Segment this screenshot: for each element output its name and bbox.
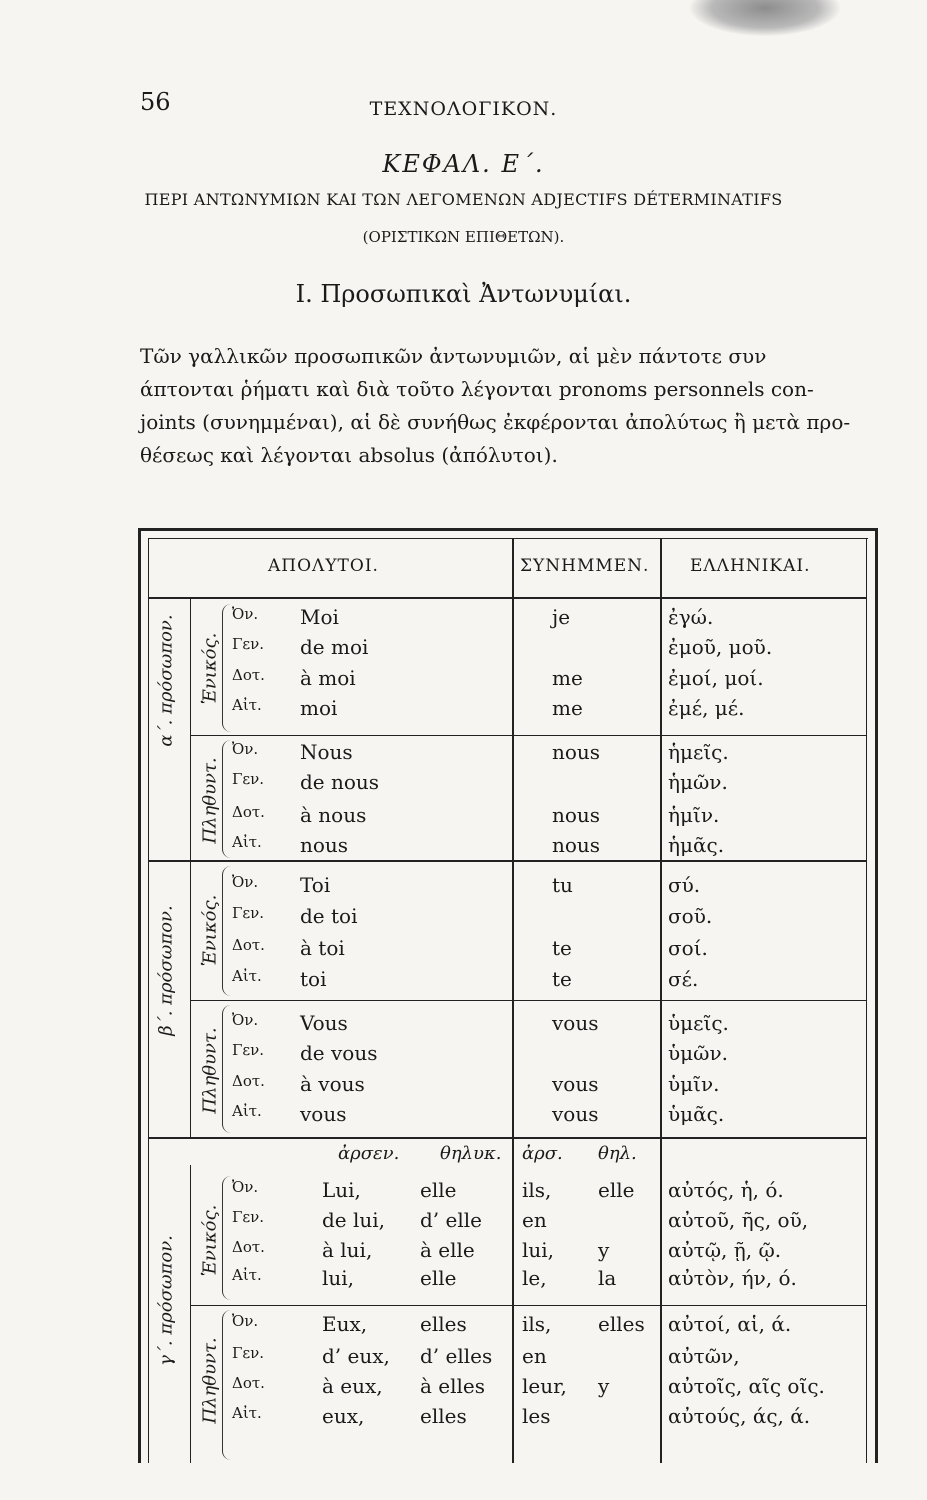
- absolute-form: de moi: [300, 635, 369, 659]
- section-title: ΠΕΡΙ ΑΝΤΩΝΥΜΙΩΝ ΚΑΙ ΤΩΝ ΛΕΓΟΜΕΝΩΝ ADJECTIFS DÉTERMINATIFS: [144, 190, 783, 209]
- conjoint-form: le,: [522, 1266, 547, 1290]
- conjoint-form: je: [552, 605, 571, 629]
- case-label: Αἰτ.: [232, 1404, 262, 1422]
- table-border-top-inner: [148, 538, 868, 539]
- conjoint-form-fem: la: [598, 1266, 617, 1290]
- number-label-plur: Πληθυντ.: [199, 1337, 221, 1424]
- paragraph-line: θέσεως καὶ λέγονται absolus (ἀπόλυτοι).: [140, 443, 558, 467]
- conjoint-form: tu: [552, 873, 573, 897]
- label-divider: [190, 1165, 191, 1463]
- conjoint-form: leur,: [522, 1374, 567, 1398]
- conjoint-form: ils,: [522, 1312, 552, 1336]
- paragraph-line: Τῶν γαλλικῶν προσωπικῶν ἀντωνυμιῶν, αἱ μὲν πάντοτε συν: [140, 344, 767, 368]
- brace: [222, 604, 231, 732]
- case-label: Γεν.: [232, 1041, 265, 1059]
- person-label-second: β΄. πρόσωπον.: [155, 905, 177, 1036]
- number-label-sing: Ἑνικός.: [199, 894, 221, 967]
- absolute-form: à eux,: [322, 1374, 383, 1398]
- greek-form: αὐτῷ, ῇ, ῷ.: [668, 1238, 782, 1262]
- group-rule: [190, 1305, 866, 1306]
- number-label-sing: Ἑνικός.: [199, 1204, 221, 1277]
- greek-form: ὑμεῖς.: [668, 1011, 729, 1035]
- person-label-first: α΄. πρόσωπον.: [155, 614, 177, 747]
- greek-form: σοί.: [668, 936, 708, 960]
- greek-form: ἐγώ.: [668, 605, 714, 629]
- absolute-form: nous: [300, 833, 349, 857]
- conjoint-form: vous: [552, 1011, 599, 1035]
- case-label: Δοτ.: [232, 1072, 265, 1090]
- chapter-title: ΚΕΦΑΛ. Ε΄.: [382, 150, 545, 178]
- absolute-form: Toi: [300, 873, 331, 897]
- greek-form: σοῦ.: [668, 904, 713, 928]
- conjoint-form: me: [552, 696, 583, 720]
- conjoint-form: nous: [552, 740, 601, 764]
- absolute-form: lui,: [322, 1266, 355, 1290]
- group-rule: [148, 1137, 866, 1139]
- absolute-form: Eux,: [322, 1312, 368, 1336]
- absolute-form: Moi: [300, 605, 339, 629]
- greek-form: ἐμοῦ, μοῦ.: [668, 635, 773, 659]
- case-label: Ὀν.: [232, 605, 259, 623]
- conjoint-form-fem: elle: [598, 1178, 635, 1202]
- case-label: Γεν.: [232, 770, 265, 788]
- case-label: Ὀν.: [232, 1011, 259, 1029]
- absolute-form: Lui,: [322, 1178, 361, 1202]
- greek-form: ὑμῖν.: [668, 1072, 720, 1096]
- case-label: Αἰτ.: [232, 1266, 262, 1284]
- conjoint-form: en: [522, 1344, 547, 1368]
- greek-form: αὐτοῦ, ῆς, οῦ,: [668, 1208, 809, 1232]
- brace: [222, 1310, 231, 1460]
- greek-form: αὐτοί, αἱ, ά.: [668, 1312, 792, 1336]
- greek-form: αὐτῶν,: [668, 1344, 740, 1368]
- page-number: 56: [140, 88, 171, 116]
- absolute-form-fem: d’ elles: [420, 1344, 493, 1368]
- label-divider: [190, 597, 191, 1137]
- brace: [222, 1005, 231, 1133]
- greek-form: σύ.: [668, 873, 701, 897]
- absolute-form-fem: elle: [420, 1178, 457, 1202]
- number-label-plur: Πληθυντ.: [199, 1027, 221, 1114]
- absolute-form-fem: à elles: [420, 1374, 486, 1398]
- table-border-top: [138, 528, 878, 531]
- absolute-form: de toi: [300, 904, 358, 928]
- case-label: Ὀν.: [232, 1312, 259, 1330]
- absolute-form: de vous: [300, 1041, 378, 1065]
- paragraph-line: joints (συνημμέναι), αἱ δὲ συνήθως ἐκφέρονται ἀπολύτως ἢ μετὰ προ-: [140, 410, 851, 434]
- absolute-form-fem: d’ elle: [420, 1208, 482, 1232]
- greek-form: ὑμῶν.: [668, 1041, 728, 1065]
- brace: [222, 1176, 231, 1300]
- conjoint-form-fem: elles: [598, 1312, 645, 1336]
- conjoint-form: nous: [552, 803, 601, 827]
- greek-form: ἡμῶν.: [668, 770, 728, 794]
- subheading: Ι. Προσωπικαὶ Ἀντωνυμίαι.: [295, 280, 632, 308]
- greek-form: ἐμέ, μέ.: [668, 696, 745, 720]
- greek-form: ὑμᾶς.: [668, 1102, 725, 1126]
- absolute-form-fem: à elle: [420, 1238, 475, 1262]
- group-rule: [190, 735, 866, 736]
- number-label-plur: Πληθυντ.: [199, 757, 221, 844]
- absolute-form-fem: elles: [420, 1404, 467, 1428]
- paragraph-line: άπτονται ῥήματι καὶ διὰ τοῦτο λέγονται pronoms personnels con-: [140, 377, 814, 401]
- conjoint-form-fem: y: [598, 1374, 610, 1398]
- absolute-form: à toi: [300, 936, 345, 960]
- conjoint-form: te: [552, 967, 572, 991]
- conjoint-form: te: [552, 936, 572, 960]
- brace: [222, 740, 231, 858]
- conjoint-form: ils,: [522, 1178, 552, 1202]
- case-label: Δοτ.: [232, 1238, 265, 1256]
- conjoint-form: en: [522, 1208, 547, 1232]
- table-border-right: [875, 528, 878, 1463]
- case-label: Γεν.: [232, 904, 265, 922]
- absolute-form: eux,: [322, 1404, 365, 1428]
- conjoint-form: les: [522, 1404, 551, 1428]
- case-label: Ὀν.: [232, 1178, 259, 1196]
- absolute-form: de nous: [300, 770, 380, 794]
- case-label: Ὀν.: [232, 740, 259, 758]
- number-label-sing: Ἑνικός.: [199, 632, 221, 705]
- absolute-form: d’ eux,: [322, 1344, 390, 1368]
- absolute-form: moi: [300, 696, 338, 720]
- greek-form: αὐτὸν, ήν, ό.: [668, 1266, 797, 1290]
- absolute-form-fem: elle: [420, 1266, 457, 1290]
- absolute-form-fem: elles: [420, 1312, 467, 1336]
- conjoint-form: lui,: [522, 1238, 555, 1262]
- greek-form: ἐμοί, μοί.: [668, 666, 764, 690]
- absolute-form: Nous: [300, 740, 353, 764]
- section-title-sub: (ΟΡΙΣΤΙΚΩΝ ΕΠΙΘΕΤΩΝ).: [362, 228, 565, 246]
- greek-form: αὐτοῖς, αῖς οῖς.: [668, 1374, 825, 1398]
- gender-fem-fr: θηλυκ.: [440, 1143, 502, 1164]
- header-rule: [148, 597, 866, 599]
- gender-masc-conj: ἀρσ.: [522, 1143, 563, 1164]
- case-label: Αἰτ.: [232, 1102, 262, 1120]
- case-label: Αἰτ.: [232, 967, 262, 985]
- case-label: Ὀν.: [232, 873, 259, 891]
- gender-fem-conj: θηλ.: [598, 1143, 637, 1164]
- table-border-right-inner: [866, 538, 867, 1463]
- absolute-form: vous: [300, 1102, 347, 1126]
- case-label: Γεν.: [232, 1344, 265, 1362]
- case-label: Δοτ.: [232, 803, 265, 821]
- running-head: ΤΕΧΝΟΛΟΓΙΚΟΝ.: [369, 98, 558, 120]
- case-label: Γεν.: [232, 635, 265, 653]
- case-label: Δοτ.: [232, 1374, 265, 1392]
- conjoint-form: nous: [552, 833, 601, 857]
- case-label: Δοτ.: [232, 666, 265, 684]
- conjoint-form: me: [552, 666, 583, 690]
- header-greek: ΕΛΛΗΝΙΚΑΙ.: [690, 556, 811, 576]
- header-conjoint: ΣΥΝΗΜΜΕΝ.: [520, 556, 650, 576]
- absolute-form: toi: [300, 967, 327, 991]
- case-label: Δοτ.: [232, 936, 265, 954]
- greek-form: αὐτούς, άς, ά.: [668, 1404, 811, 1428]
- absolute-form: à moi: [300, 666, 356, 690]
- conjoint-form-fem: y: [598, 1238, 610, 1262]
- person-label-third: γ΄. πρόσωπον.: [155, 1235, 177, 1366]
- group-rule: [148, 860, 866, 862]
- absolute-form: de lui,: [322, 1208, 386, 1232]
- greek-form: ἡμεῖς.: [668, 740, 729, 764]
- greek-form: αὐτός, ἡ, ό.: [668, 1178, 784, 1202]
- greek-form: ἡμῖν.: [668, 803, 720, 827]
- greek-form: ἡμᾶς.: [668, 833, 725, 857]
- absolute-form: Vous: [300, 1011, 348, 1035]
- absolute-form: à nous: [300, 803, 367, 827]
- brace: [222, 866, 231, 996]
- case-label: Αἰτ.: [232, 696, 262, 714]
- group-rule: [190, 1000, 866, 1001]
- table-border-left-inner: [148, 538, 149, 1463]
- greek-form: σέ.: [668, 967, 699, 991]
- case-label: Γεν.: [232, 1208, 265, 1226]
- absolute-form: à lui,: [322, 1238, 373, 1262]
- header-absolute: ΑΠΟΛΥΤΟΙ.: [268, 556, 379, 576]
- conjoint-form: vous: [552, 1102, 599, 1126]
- absolute-form: à vous: [300, 1072, 365, 1096]
- case-label: Αἰτ.: [232, 833, 262, 851]
- table-border-left: [138, 528, 141, 1463]
- conjoint-form: vous: [552, 1072, 599, 1096]
- gender-masc-fr: ἀρσεν.: [338, 1143, 400, 1164]
